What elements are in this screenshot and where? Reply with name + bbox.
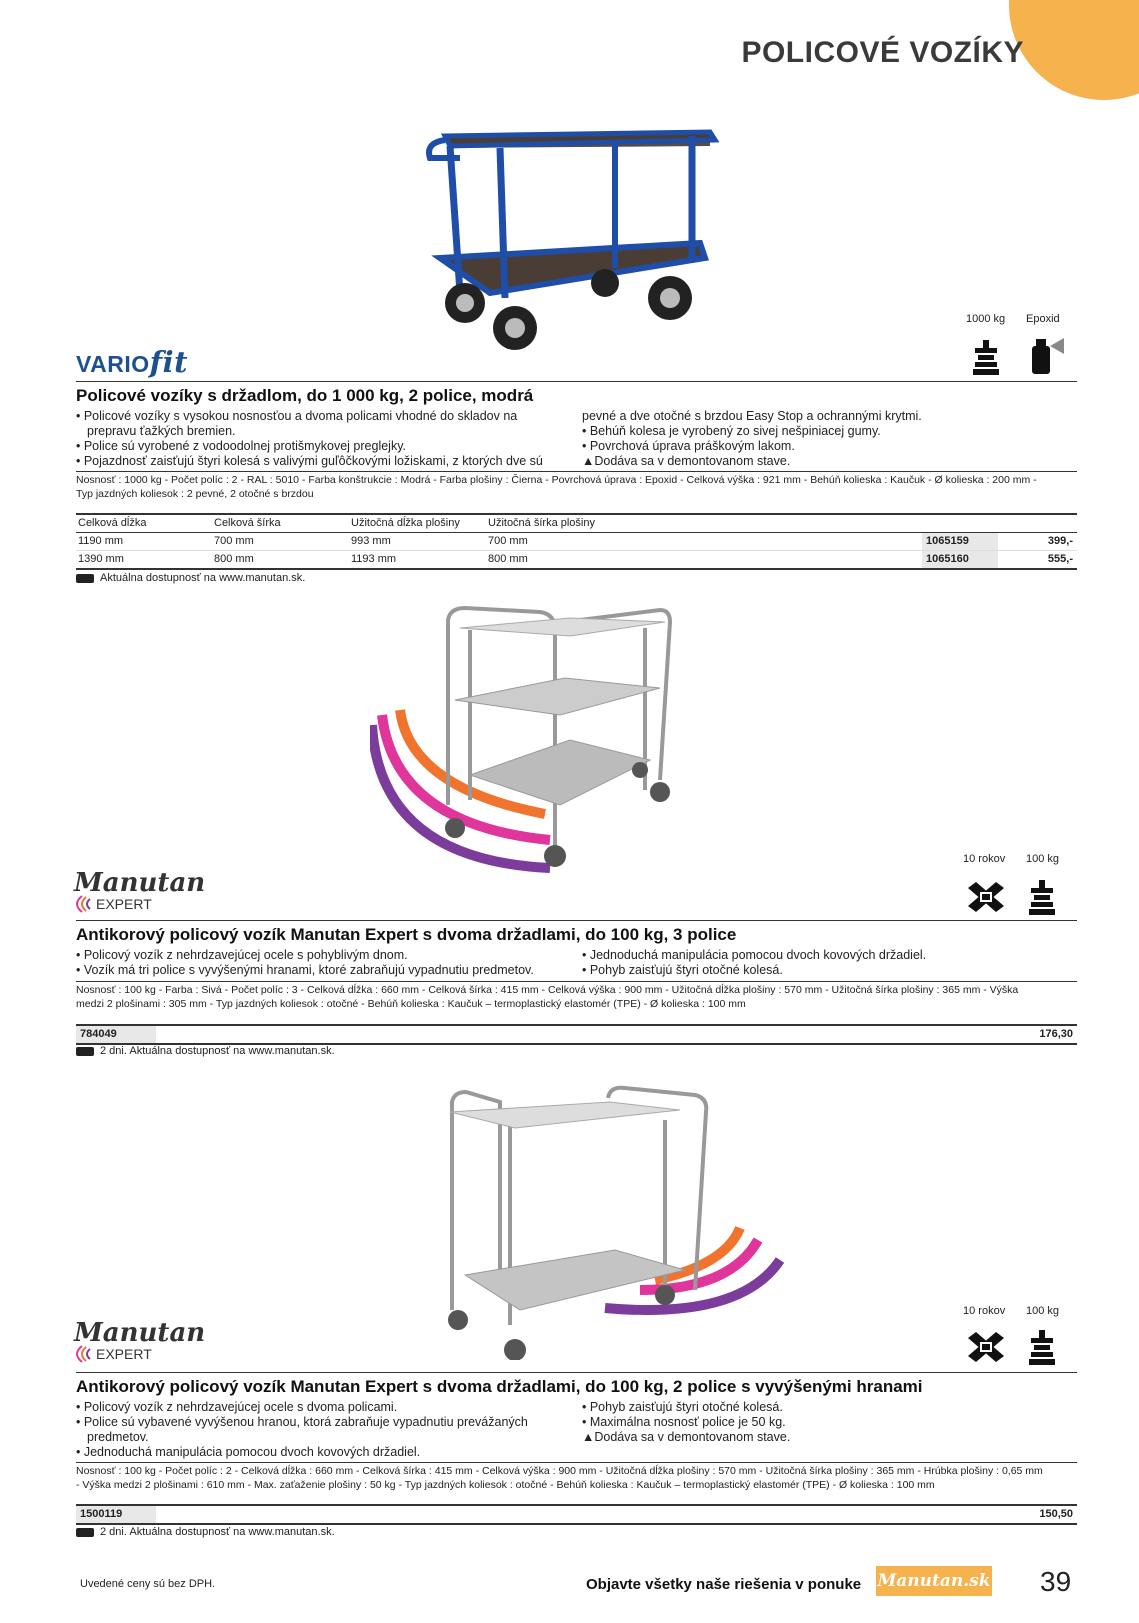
handshake-icon	[966, 880, 1006, 914]
feature-item: • Police sú vybavené vyvýšenou hranou, ktorá zabraňuje vypadnutiu prevážaných predmetov.	[76, 1415, 528, 1444]
feature-item: • Police sú vyrobené z vodoodolnej protišmykovej preglejky.	[76, 439, 407, 453]
weight-icon	[972, 340, 1000, 376]
corner-decoration	[1009, 0, 1139, 100]
spray-paint-icon	[1030, 336, 1066, 376]
divider	[76, 1372, 1077, 1373]
stainless-cart-2-shelves-image	[440, 1080, 790, 1360]
table-header	[76, 513, 1077, 533]
feature-item: • Povrchová úprava práškovým lakom.	[582, 439, 795, 453]
availability-note: Aktuálna dostupnosť na www.manutan.sk.	[76, 572, 305, 584]
column-header: Celková dĺžka	[78, 517, 147, 529]
availability-note: 2 dni. Aktuálna dostupnosť na www.manutan.sk.	[76, 1045, 335, 1057]
load-icon-label: 100 kg	[1026, 853, 1060, 865]
feature-list-right	[582, 1400, 1062, 1445]
blue-cart-image	[420, 118, 720, 368]
price: 150,50	[1039, 1508, 1073, 1520]
product-title: Policové vozíky s držadlom, do 1 000 kg, 2 police, modrá	[76, 386, 534, 405]
feature-item: • Behúň kolesa je vyrobený zo sivej nešpiniacej gumy.	[582, 424, 881, 438]
footer-cta: Objavte všetky naše riešenia v ponuke	[586, 1576, 862, 1593]
feature-item: • Policové vozíky s vysokou nosnosťou a dvoma policami vhodné do skladov na prepravu ťažkých bremien.	[76, 409, 518, 438]
table-row	[76, 1504, 1077, 1525]
availability-note: 2 dni. Aktuálna dostupnosť na www.manutan.sk.	[76, 1526, 335, 1538]
divider	[76, 981, 1077, 982]
feature-item: • Maximálna nosnosť police je 50 kg.	[582, 1415, 786, 1429]
divider	[76, 1462, 1077, 1463]
column-header: Celková šírka	[214, 517, 281, 529]
table-row: 1390 mm 800 mm 1193 mm 800 mm 1065160 555,-	[76, 551, 1077, 569]
price: 555,-	[1047, 553, 1073, 565]
divider	[76, 568, 1077, 570]
price: 399,-	[1047, 535, 1073, 547]
divider	[76, 471, 1077, 472]
feature-list-right	[582, 409, 1062, 469]
load-icon-label: 1000 kg	[966, 313, 1006, 325]
variofit-logo: VARIOfit	[76, 345, 189, 379]
order-table	[76, 1024, 1077, 1045]
vat-note: Uvedené ceny sú bez DPH.	[80, 1578, 216, 1590]
feature-item: ▲Dodáva sa v demontovanom stave.	[582, 1430, 791, 1444]
divider	[76, 381, 1077, 382]
weight-icon	[1028, 1330, 1056, 1366]
delivery-truck-icon	[76, 1047, 94, 1056]
feature-item: • Pojazdnosť zaisťujú štyri kolesá s valivými guľôčkovými ložiskami, z ktorých dve sú	[76, 454, 543, 468]
warranty-icon-label: 10 rokov	[963, 853, 1006, 865]
variants-table	[76, 513, 1077, 569]
stainless-cart-3-shelves-image	[370, 600, 700, 910]
weight-icon	[1028, 880, 1056, 916]
feature-item: • Vozík má tri police s vyvýšenými hranami, ktoré zabraňujú vypadnutiu predmetov.	[76, 963, 534, 977]
table-row: 1190 mm 700 mm 993 mm 700 mm 1065159 399,-	[76, 533, 1077, 551]
column-header: Užitočná dĺžka plošiny	[351, 517, 460, 529]
feature-item: • Jednoduchá manipulácia pomocou dvoch kovových držadiel.	[76, 1445, 421, 1459]
feature-item: pevné a dve otočné s brzdou Easy Stop a ochrannými krytmi.	[582, 409, 922, 423]
feature-item: • Pohyb zaisťujú štyri otočné kolesá.	[582, 1400, 783, 1414]
warranty-icon-label: 10 rokov	[963, 1305, 1006, 1317]
spec-text: Nosnosť : 100 kg - Farba : Sivá - Počet políc : 3 - Celková dĺžka : 660 mm - Celková šírka : 415 mm - Celková výška : 900 mm - Užitočná dĺžka plošiny : 570 mm - Užitočná šírka plošiny : 365 mm - Výška medzi 2 plošinami : 305 mm - Typ jazdných koliesok : otočné - Behúň kolieska : Kaučuk – termoplastický elastomér (TPE) - Ø kolieska : 100 mm	[76, 984, 1019, 1010]
feature-item: • Policový vozík z nehrdzavejúcej ocele s dvoma policami.	[76, 1400, 398, 1414]
column-header: Užitočná šírka plošiny	[488, 517, 595, 529]
load-icon-label: 100 kg	[1026, 1305, 1060, 1317]
table-row	[76, 1024, 1077, 1045]
page-number: 39	[1040, 1566, 1072, 1597]
product-code[interactable]: 1065159	[922, 533, 998, 550]
product-code[interactable]: 784049	[76, 1026, 156, 1043]
product-title: Antikorový policový vozík Manutan Expert s dvoma držadlami, do 100 kg, 3 police	[76, 925, 737, 944]
feature-item: ▲Dodáva sa v demontovanom stave.	[582, 454, 791, 468]
price: 176,30	[1039, 1028, 1073, 1040]
feature-item: • Pohyb zaisťujú štyri otočné kolesá.	[582, 963, 783, 977]
feature-item: • Jednoduchá manipulácia pomocou dvoch kovových držadiel.	[582, 948, 927, 962]
delivery-truck-icon	[76, 1528, 94, 1537]
manutan-sk-logo[interactable]: Manutan.sk	[876, 1566, 992, 1596]
order-table	[76, 1504, 1077, 1525]
spec-text: Nosnosť : 1000 kg - Počet políc : 2 - RAL : 5010 - Farba konštrukcie : Modrá - Farba plošiny : Čierna - Povrchová úprava : Epoxid - Celková výška : 921 mm - Behúň kolieska : Kaučuk - Ø kolieska : 200 mm - Typ jazdných koliesok : 2 pevné, 2 otočné s brzdou	[76, 474, 1037, 500]
handshake-icon	[966, 1330, 1006, 1364]
feature-list-left	[76, 948, 576, 978]
feature-list-left	[76, 409, 566, 469]
finish-icon-label: Epoxid	[1026, 313, 1060, 325]
manutan-expert-logo: Manutan EXPERT	[74, 1318, 206, 1362]
feature-item: • Policový vozík z nehrdzavejúcej ocele s pohyblivým dnom.	[76, 948, 408, 962]
product-code[interactable]: 1500119	[76, 1506, 156, 1523]
product-code[interactable]: 1065160	[922, 551, 998, 568]
delivery-truck-icon	[76, 574, 94, 583]
spec-text: Nosnosť : 100 kg - Počet políc : 2 - Celková dĺžka : 660 mm - Celková šírka : 415 mm - Celková výška : 900 mm - Užitočná dĺžka plošiny : 570 mm - Užitočná šírka plošiny : 365 mm - Hrúbka plošiny : 0,65 mm - Výška medzi 2 plošinami : 610 mm - Max. zaťaženie plošiny : 50 kg - Typ jazdných koliesok : otočné - Behúň kolieska : Kaučuk – termoplastický elastomér (TPE) - Ø kolieska : 100 mm	[76, 1465, 1043, 1491]
manutan-expert-logo: Manutan EXPERT	[74, 868, 206, 912]
divider	[76, 920, 1077, 921]
page-title: POLICOVÉ VOZÍKY	[741, 36, 1024, 69]
product-title: Antikorový policový vozík Manutan Expert s dvoma držadlami, do 100 kg, 2 police s vyvýšenými hranami	[76, 1377, 923, 1396]
feature-list-right	[582, 948, 1062, 978]
feature-list-left	[76, 1400, 556, 1460]
